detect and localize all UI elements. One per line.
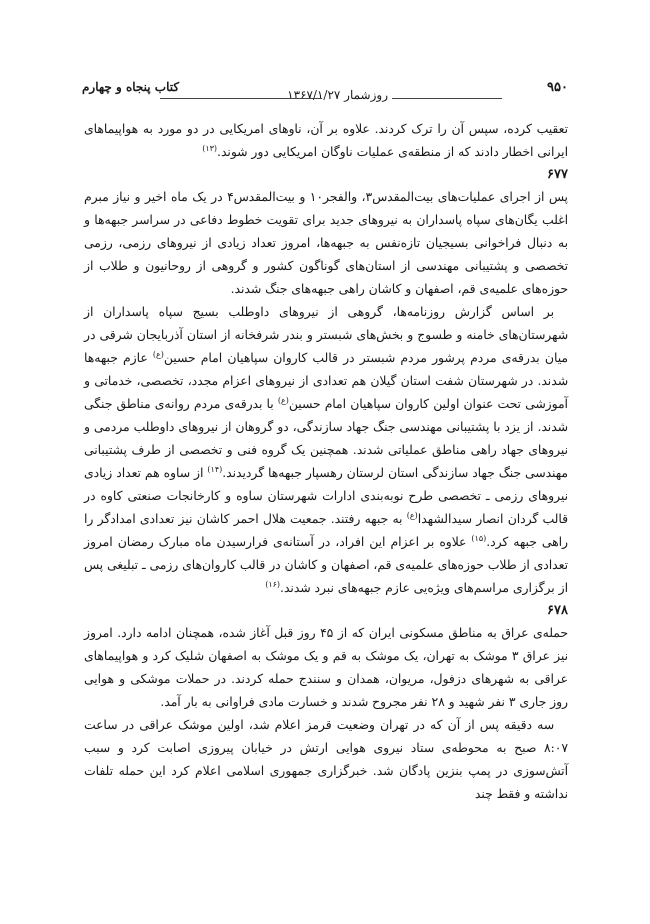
entry-678-paragraph-1: حمله‌ی عراق به مناطق مسکونی ایران که از ۴۵ روز قبل آغاز شده، همچنان ادامه دارد. امروز نیز عراق ۳ موشک به تهران، یک موشک به قم و یک موشک به اصفهان شلیک کرد و هواپیماهای عراقی به شهرهای دزفول، مریوان، همدان و سنندج حمله کردند. در حملات موشکی و هوایی روز جاری ۳ نفر شهید و ۲۸ نفر مجروح شدند و خسارت مادی فراوانی به بار آمد. [84,626,569,709]
running-header [82,80,568,102]
book-title: کتاب پنجاه و چهارم [82,80,180,94]
header-date: روزشمار ۱۳۶۷/۱/۲۷ [287,88,388,102]
honorific-mark: (ع) [406,510,418,520]
page-number: ۹۵۰ [547,80,568,95]
footnote-ref-15: (۱۵) [471,533,487,543]
honorific-mark: (ع) [152,349,164,359]
footnote-ref-16: (۱۶) [265,579,281,589]
footnote-ref-14: (۱۴) [207,464,223,474]
entry-677-paragraph-2: بر اساس گزارش روزنامه‌ها، گروهی از نیروهای داوطلب بسیج سپاه پاسداران از شهرستان‌های خامنه و طسوج و بخش‌های شبستر و بندر شرفخانه از استان آذربایجان شرقی در میان بدرقه‌ی مردم پرشور مردم شبستر در قالب کاروان سپاهیان امام حسین$^{(ع)}$ عازم جبهه‌ها شدند. در شهرستان شفت استان گیلان هم تعدادی از نیروهای اعزام مجدد، تخصصی، خدماتی و آموزشی تحت عنوان اولین کاروان سپاهیان امام حسین$^{(ع)}$ با بدرقه‌ی مردم روانه‌ی مناطق جنگی شدند. از یزد با پشتیبانی مهندسی جنگ جهاد سازندگی، دو گروهان از نیروهای داوطلب مردمی و نیروهای جهاد راهی مناطق عملیاتی شدند. همچنین یک گروه فنی و تخصصی از طرف پشتیبانی مهندسی جنگ جهاد سازندگی استان لرستان رهسپار جبهه‌ها گردیدند.$^{(۱۴)}$ از ساوه هم تعداد زیادی نیروهای رزمی ـ تخصصی طرح نوبه‌بندی ادارات شهرستان ساوه و کارخانجات صنعتی کاوه در قالب گردان انصار سیدالشهدا$^{(ع)}$ به جبهه رفتند. جمعیت هلال احمر کاشان نیز تعدادی امدادگر را راهی جبهه کرد.$^{(۱۵)}$ علاوه بر اعزام این افراد، در آستانه‌ی فرارسیدن ماه مبارک رمضان امروز تعدادی از طلاب حوزه‌های علمیه‌ی قم، اصفهان و کاشان در قالب کاروان‌های رزمی ـ تبلیغی پس از برگزاری مراسم‌های ویژه‌یی عازم جبهه‌های نبرد شدند.$^{(۱۶)}$ [84,305,568,595]
entry-number-678: ۶۷۸ [547,603,568,618]
footnote-ref-13: (۱۳) [202,143,218,153]
entry-677-paragraph-1: پس از اجرای عملیات‌های بیت‌المقدس۳، والفجر۱۰ و بیت‌المقدس۴ در یک ماه اخیر و نیاز مبرم اغلب یگان‌های سپاه پاسداران به نیروهای جدید برای تقویت خطوط دفاعی در سراسر جبهه‌ها و به دنبال فراخوانی بسیجیان تازه‌نفس به جبهه‌ها، امروز تعداد زیادی از نیروهای رزمی، رزمی تخصصی و پشتیبانی مهندسی از استان‌های گوناگون کشور و گروهی از روحانیون و طلاب از حوزه‌های علمیه‌ی قم، اصفهان و کاشان راهی جبهه‌های جنگ شدند. [84,190,568,296]
page-body [84,118,568,806]
header-rule-right [392,98,502,99]
entry-number-677: ۶۷۷ [547,167,568,182]
header-rule-left [160,98,322,99]
continuation-paragraph: تعقیب کرده، سپس آن را ترک کردند. علاوه بر آن، ناوهای امریکایی در دو مورد به هواپیماهای ایرانی اخطار دادند که از منطقه‌ی عملیات ناوگان امریکایی دور شوند.$^{(۱۳)}$ [84,122,568,159]
honorific-mark: (ع) [277,395,289,405]
entry-678-paragraph-2: سه دقیقه پس از آن که در تهران وضعیت قرمز اعلام شد، اولین موشک عراقی در ساعت ۸:۰۷ صبح به محوطه‌ی ستاد نیروی هوایی ارتش در خیابان پیروزی اصابت کرد و سبب آتش‌سوزی در پمپ بنزین پادگان شد. خبرگزاری جمهوری اسلامی اعلام کرد این حمله تلفات نداشته و فقط چند [84,718,568,801]
